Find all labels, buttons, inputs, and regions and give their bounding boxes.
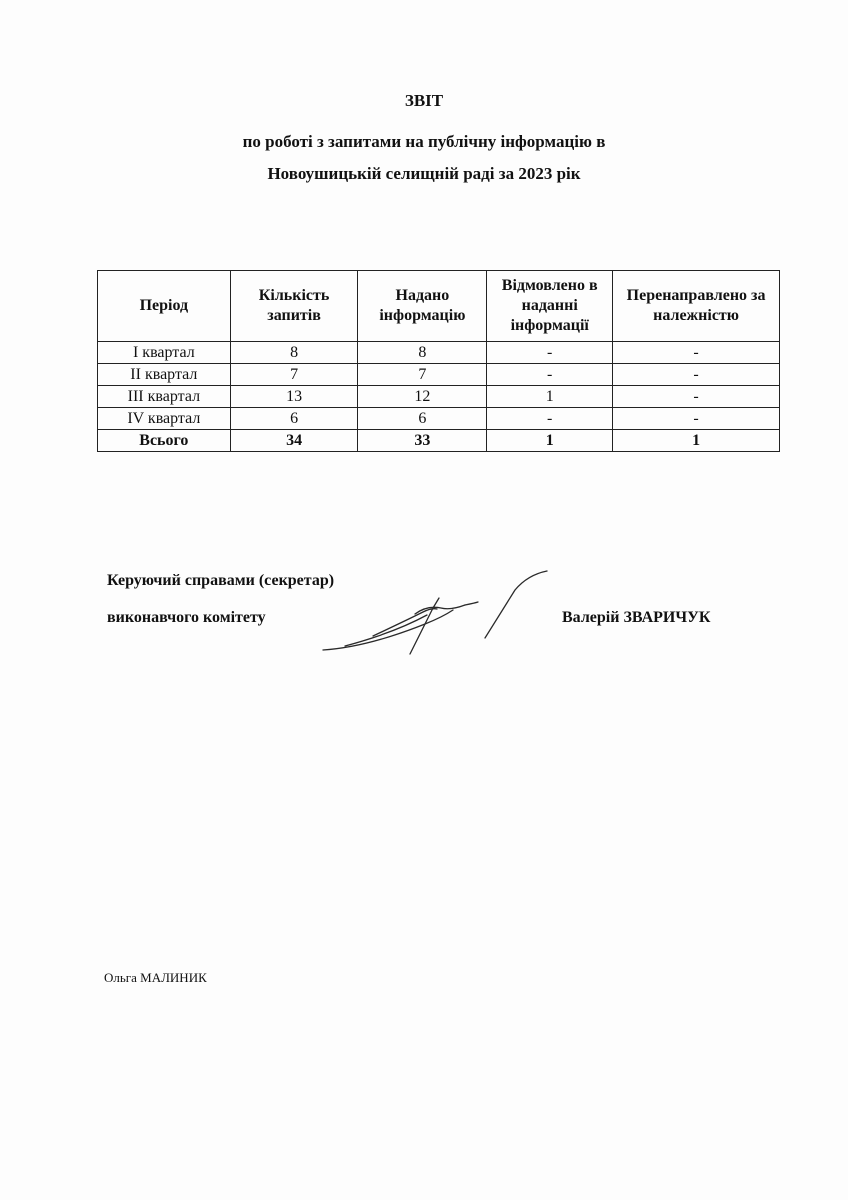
table-row bbox=[98, 364, 780, 386]
document-title: ЗВІТ bbox=[404, 91, 444, 110]
total-requests: 34 bbox=[230, 430, 358, 452]
signatory-role-line2: виконавчого комітету bbox=[107, 609, 266, 626]
total-refused: 1 bbox=[487, 430, 613, 452]
cell-redirected: - bbox=[613, 408, 780, 430]
report-table bbox=[97, 270, 780, 452]
cell-requests: 13 bbox=[230, 386, 358, 408]
cell-provided: 12 bbox=[358, 386, 487, 408]
cell-period: III квартал bbox=[98, 386, 231, 408]
cell-refused: - bbox=[487, 342, 613, 364]
total-redirected: 1 bbox=[613, 430, 780, 452]
cell-provided: 7 bbox=[358, 364, 487, 386]
cell-requests: 7 bbox=[230, 364, 358, 386]
header-requests-count: Кількість запитів bbox=[230, 271, 358, 342]
table-row bbox=[98, 342, 780, 364]
handwritten-signature bbox=[315, 568, 555, 663]
table-total-row bbox=[98, 430, 780, 452]
total-label: Всього bbox=[98, 430, 231, 452]
header-redirected: Перенаправлено за належністю bbox=[613, 271, 780, 342]
cell-redirected: - bbox=[613, 386, 780, 408]
cell-redirected: - bbox=[613, 342, 780, 364]
header-period: Період bbox=[98, 271, 231, 342]
cell-requests: 8 bbox=[230, 342, 358, 364]
cell-refused: 1 bbox=[487, 386, 613, 408]
cell-requests: 6 bbox=[230, 408, 358, 430]
signatory-name: Валерій ЗВАРИЧУК bbox=[562, 609, 711, 626]
cell-redirected: - bbox=[613, 364, 780, 386]
cell-refused: - bbox=[487, 408, 613, 430]
table-row bbox=[98, 408, 780, 430]
document-subtitle-line1: по роботі з запитами на публічну інформацію в bbox=[242, 132, 606, 151]
cell-period: I квартал bbox=[98, 342, 231, 364]
document-subtitle-line2: Новоушицькій селищній раді за 2023 рік bbox=[267, 164, 581, 183]
signatory-role-line1: Керуючий справами (секретар) bbox=[107, 572, 335, 589]
header-refused: Відмовлено в наданні інформації bbox=[487, 271, 613, 342]
cell-provided: 8 bbox=[358, 342, 487, 364]
header-info-provided: Надано інформацію bbox=[358, 271, 487, 342]
table-header-row bbox=[98, 271, 780, 342]
table-row bbox=[98, 386, 780, 408]
executor-name: Ольга МАЛИНИК bbox=[104, 970, 207, 985]
cell-provided: 6 bbox=[358, 408, 487, 430]
cell-refused: - bbox=[487, 364, 613, 386]
cell-period: IV квартал bbox=[98, 408, 231, 430]
total-provided: 33 bbox=[358, 430, 487, 452]
cell-period: II квартал bbox=[98, 364, 231, 386]
